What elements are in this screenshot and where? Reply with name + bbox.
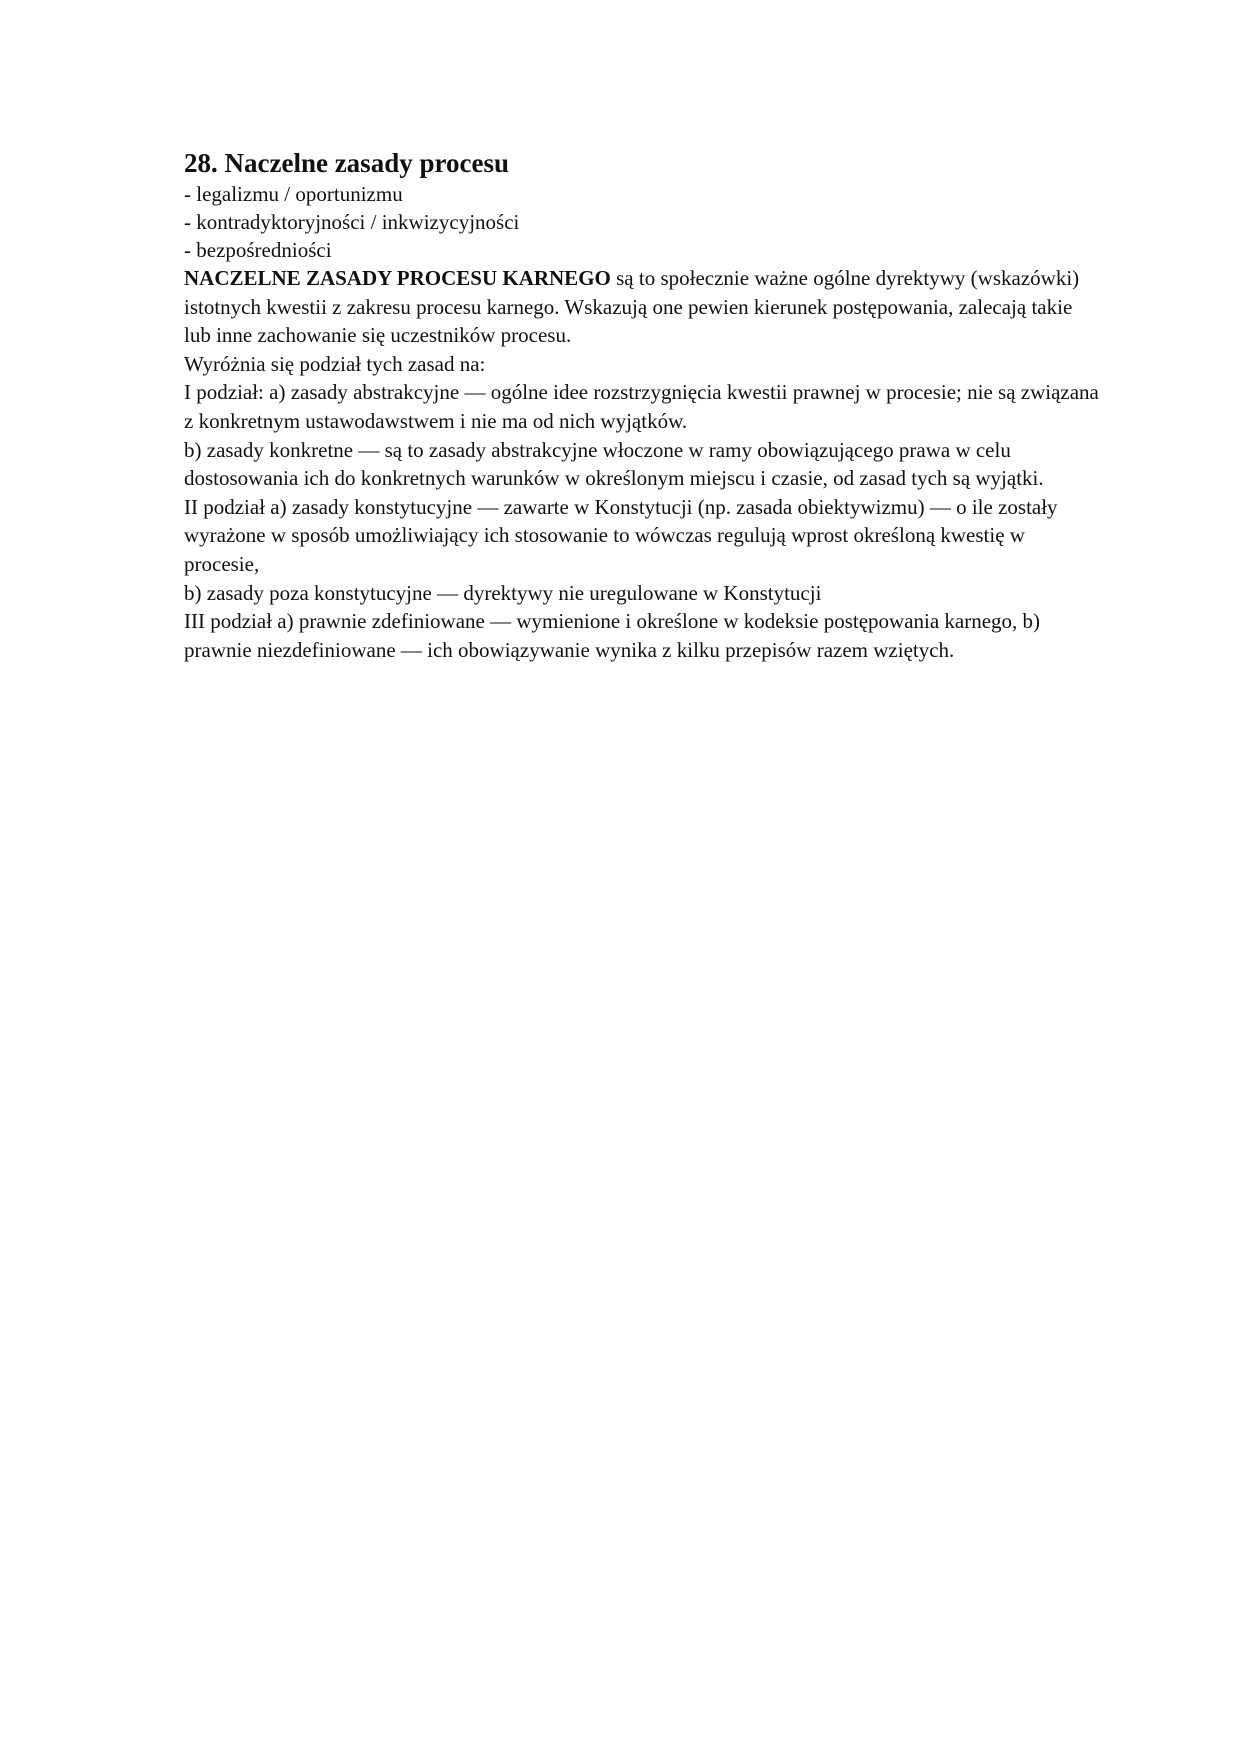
division-2a: II podział a) zasady konstytucyjne — zawarte w Konstytucji (np. zasada obiektywizmu) — o ile zostały wyrażone w sposób umożliwiający ich stosowanie to wówczas regulują wprost określoną kwestię w procesie, <box>184 494 1058 576</box>
definition-text: są to społecznie ważne ogólne dyrektywy (wskazówki) istotnych kwestii z zakresu procesu karnego. Wskazują one pewien kierunek postępowania, zalecają takie lub inne zachowanie się uczestników procesu. <box>184 266 1080 348</box>
principles-list <box>184 180 1104 264</box>
list-item: - kontradyktoryjności / inkwizycyjności <box>184 210 520 234</box>
list-item: - legalizmu / oportunizmu <box>184 182 403 206</box>
division-3: III podział a) prawnie zdefiniowane — wymienione i określone w kodeksie postępowania karnego, b) prawnie niezdefiniowane — ich obowiązywanie wynika z kilku przepisów razem wziętych. <box>184 609 1041 662</box>
definition-term: NACZELNE ZASADY PROCESU KARNEGO <box>184 266 611 290</box>
division-1a: I podział: a) zasady abstrakcyjne — ogólne idee rozstrzygnięcia kwestii prawnej w procesie; nie są związana z konkretnym ustawodawstwem i nie ma od nich wyjątków. <box>184 380 1099 433</box>
definition-paragraph <box>184 264 1104 350</box>
division-2b: b) zasady poza konstytucyjne — dyrektywy nie uregulowane w Konstytucji <box>184 580 822 605</box>
document-page <box>184 146 1104 664</box>
division-1b: b) zasady konkretne — są to zasady abstrakcyjne włoczone w ramy obowiązującego prawa w celu dostosowania ich do konkretnych warunków w określonym miejscu i czasie, od zasad tych są wyjątki. <box>184 437 1044 491</box>
page-title: 28. Naczelne zasady procesu <box>184 148 509 178</box>
list-item: - bezpośredniości <box>184 238 332 262</box>
division-intro: Wyróżnia się podział tych zasad na: <box>184 351 486 376</box>
